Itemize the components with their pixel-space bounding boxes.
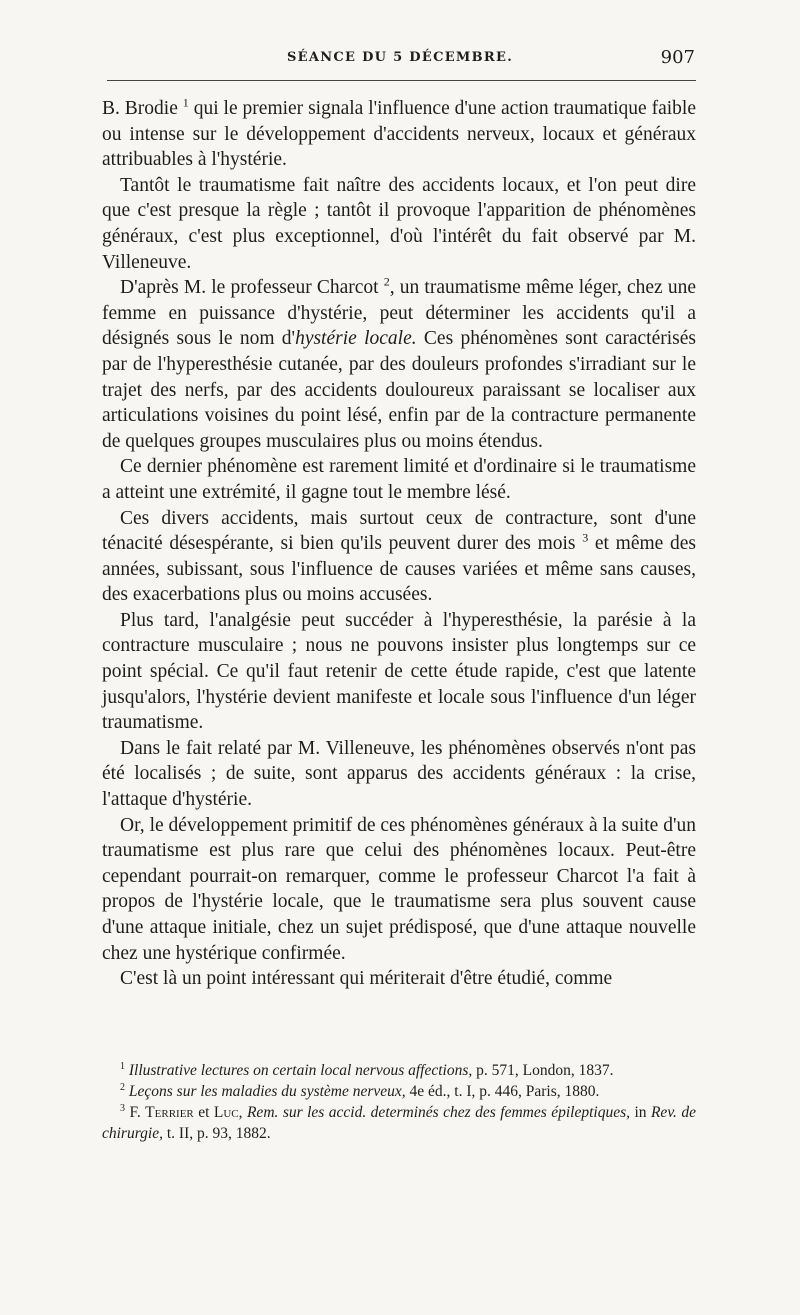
paragraph — [102, 736, 696, 813]
text-run: t. II, p. 93, 1882. — [163, 1125, 271, 1142]
text-run: Or, le développement primitif de ces phénomènes généraux à la suite d'un traumatisme est plus rare que celui des phénomènes locaux. Peut-être cependant pourrait-on remarquer, comme le professeur Charcot l'a fait à propos de l'hystérie locale, que le traumatisme sera plus souvent cause d'une attaque initiale, chez un sujet prédisposé, que d'une attaque nouvelle chez une hystérique confirmée. — [102, 814, 696, 964]
text-run: 4e éd., t. I, p. 446, Paris, 1880. — [405, 1083, 600, 1100]
text-run: B. Brodie — [102, 98, 183, 119]
text-run: , un traumatisme même léger, chez une femme en puissance d'hystérie, peut déterminer les accidents qu'il a désignés sous le nom d' — [102, 277, 696, 350]
footnotes — [102, 1060, 696, 1144]
footnote — [102, 1060, 696, 1081]
footnote-marker: 3 — [120, 1102, 125, 1114]
text-run: Ces phénomènes sont caractérisés par de l'hyperesthésie cutanée, par des douleurs profondes s'irradiant sur le trajet des nerfs, par des accidents douloureux paraissant se localiser aux articulations voisines du point lésé, enfin par de la contracture permanente de quelques groupes musculaires plus ou moins étendus. — [102, 328, 696, 452]
footnote-marker: 2 — [383, 274, 390, 289]
italic-text: Illustrative lectures on certain local nervous affections, — [128, 1062, 473, 1079]
header-rule — [107, 80, 696, 81]
footnote-marker: 3 — [582, 530, 589, 545]
text-run: Luc — [213, 1104, 239, 1121]
italic-text: Leçons sur les maladies du système nerveux, — [128, 1083, 406, 1100]
paragraph — [102, 608, 696, 736]
text-run: et même des années, subissant, sous l'influence de causes variées et même sans causes, des exacerbations plus ou moins accusées. — [102, 533, 696, 606]
paragraph — [102, 173, 696, 275]
paragraph — [102, 275, 696, 454]
text-run: Tantôt le traumatisme fait naître des accidents locaux, et l'on peut dire que c'est presque la règle ; tantôt il provoque l'apparition de phénomènes généraux, c'est plus exceptionnel, d'où l'intérêt du fait observé par M. Villeneuve. — [102, 174, 696, 273]
text-run: Terrier — [145, 1104, 194, 1121]
page-header — [105, 47, 695, 72]
text-run: in — [629, 1104, 651, 1121]
paragraph — [102, 454, 696, 505]
paragraph — [102, 966, 696, 992]
italic-text: Rem. sur les accid. determinés chez des femmes épileptiques, — [246, 1104, 630, 1121]
footnote — [102, 1102, 696, 1144]
text-run: Plus tard, l'analgésie peut succéder à l'hyperesthésie, la parésie à la contracture musculaire ; nous ne pouvons insister plus longtemps sur ce point spécial. Ce qu'il faut retenir de cette étude rapide, c'est que latente jusqu'alors, l'hystérie devient manifeste et locale sous l'influence d'un léger traumatisme. — [102, 609, 696, 734]
text-run: Ce dernier phénomène est rarement limité et d'ordinaire si le traumatisme a atteint une extrémité, il gagne tout le membre lésé. — [102, 456, 696, 503]
italic-text: hystérie locale. — [295, 328, 417, 350]
text-run: C'est là un point intéressant qui mériterait d'être étudié, comme — [120, 968, 613, 990]
body-text — [102, 96, 696, 992]
footnote-marker: 1 — [182, 95, 189, 110]
page-number: 907 — [660, 47, 695, 68]
footnote — [102, 1081, 696, 1102]
text-run: qui le premier signala l'influence d'une action traumatique faible ou intense sur le développement d'accidents nerveux, locaux et généraux attribuables à l'hystérie. — [102, 98, 696, 171]
footnote-marker: 1 — [120, 1060, 125, 1072]
running-title: SÉANCE DU 5 DÉCEMBRE. — [286, 50, 514, 65]
text-run: et — [193, 1104, 214, 1121]
footnote-marker: 2 — [120, 1081, 125, 1093]
text-run: , — [238, 1104, 247, 1121]
paragraph — [102, 96, 696, 173]
text-run: D'après M. le professeur Charcot — [120, 277, 384, 299]
text-run: p. 571, London, 1837. — [472, 1062, 614, 1079]
text-run: Dans le fait relaté par M. Villeneuve, les phénomènes observés n'ont pas été localisés ; de suite, sont apparus des accidents généraux : la crise, l'attaque d'hystérie. — [102, 737, 696, 811]
text-run: F. — [125, 1104, 146, 1121]
text-run: Ces divers accidents, mais surtout ceux de contracture, sont d'une ténacité désespérante, si bien qu'ils peuvent durer des mois — [102, 507, 696, 555]
paragraph — [102, 506, 696, 608]
italic-text: Rev. de chirurgie, — [102, 1104, 697, 1142]
paragraph — [102, 813, 696, 967]
